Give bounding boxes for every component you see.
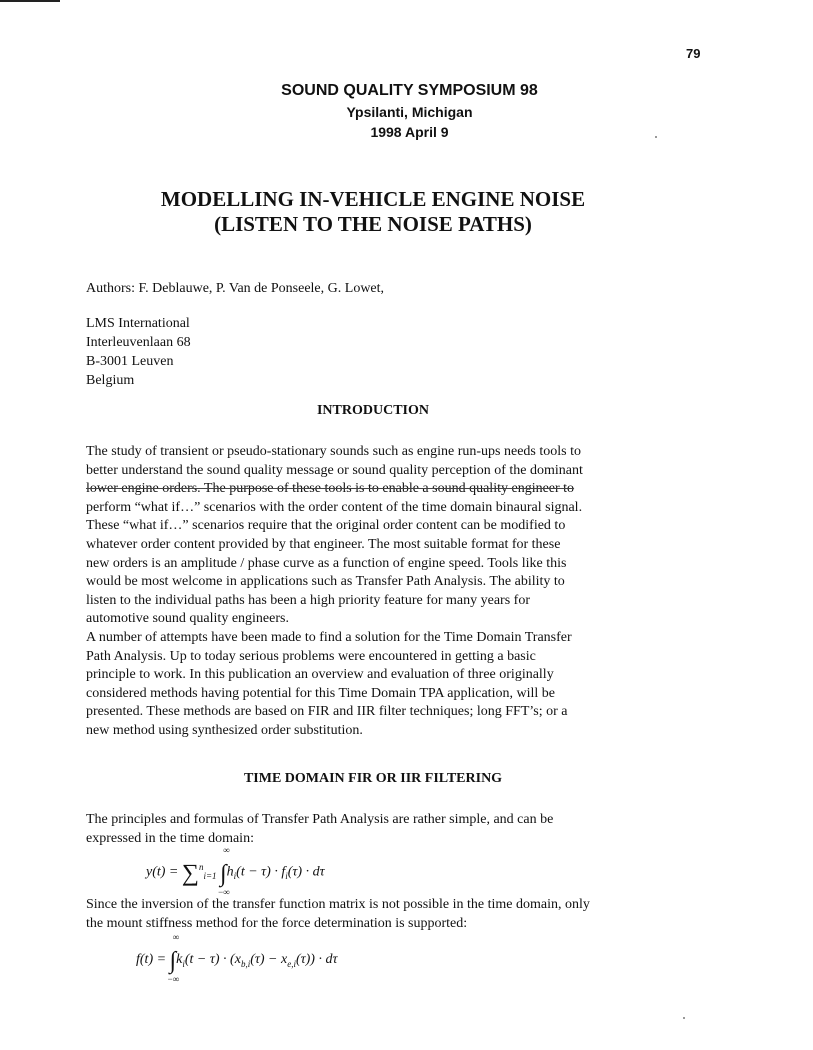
eq-body-rest: (t − τ) · (x bbox=[184, 952, 241, 967]
tpa-paragraph bbox=[86, 811, 676, 848]
page-number: 79 bbox=[686, 46, 701, 61]
eq-subscript: i bbox=[233, 871, 237, 882]
text-line: The study of transient or pseudo-stationary sounds such as engine run-ups needs tools to bbox=[86, 444, 581, 459]
eq-body-rest: (t − τ) · f bbox=[236, 864, 286, 880]
text-line: These “what if…” scenarios require that the original order content can be modified to bbox=[86, 518, 566, 534]
text-line: perform “what if…” scenarios with the order content of the time domain binaural signal. bbox=[86, 499, 583, 515]
symposium-title: SOUND QUALITY SYMPOSIUM 98 bbox=[281, 82, 538, 99]
integral-upper: ∞ bbox=[223, 844, 230, 855]
eq-body-mid: (τ) − x bbox=[250, 952, 288, 967]
integral-symbol: ∫ bbox=[169, 948, 177, 974]
equation-force bbox=[136, 932, 338, 984]
text-line: expressed in the time domain: bbox=[86, 830, 254, 846]
eq-subscript: b,i bbox=[240, 958, 251, 969]
text-line: would be most welcome in applications such as Transfer Path Analysis. The ability to bbox=[86, 574, 565, 590]
text-line: principle to work. In this publication an overview and evaluation of three originally bbox=[86, 667, 554, 683]
scan-speck bbox=[683, 1017, 685, 1019]
text-line-struck: lower engine orders. The purpose of these tools is to enable a sound quality engineer to bbox=[86, 481, 575, 497]
text-line: Path Analysis. Up to today serious problems were encountered in getting a basic bbox=[86, 648, 536, 664]
integral-upper: ∞ bbox=[172, 932, 179, 942]
sum-upper: n bbox=[198, 862, 204, 872]
address-line: Belgium bbox=[86, 373, 135, 388]
text-line: better understand the sound quality message or sound quality perception of the dominant bbox=[86, 462, 583, 478]
eq-body-end: (τ)) · dτ bbox=[295, 952, 338, 967]
address-line: Interleuvenlaan 68 bbox=[86, 335, 191, 350]
symposium-location: Ypsilanti, Michigan bbox=[346, 104, 473, 120]
integral-lower: −∞ bbox=[218, 886, 230, 897]
paper-title-line2: (LISTEN TO THE NOISE PATHS) bbox=[214, 212, 532, 236]
eq-subscript: i bbox=[182, 958, 185, 969]
text-line: new method using synthesized order substitution. bbox=[86, 722, 363, 738]
address-line: B-3001 Leuven bbox=[86, 354, 174, 369]
address-line: LMS International bbox=[86, 316, 190, 331]
integral-lower: −∞ bbox=[167, 974, 180, 984]
scan-edge-line bbox=[0, 0, 60, 2]
fir-section-heading: TIME DOMAIN FIR OR IIR FILTERING bbox=[243, 771, 503, 786]
text-line: A number of attempts have been made to find a solution for the Time Domain Transfer bbox=[86, 629, 572, 645]
text-line: presented. These methods are based on FIR and IIR filter techniques; long FFT’s; or a bbox=[86, 704, 568, 720]
since-paragraph bbox=[86, 896, 676, 933]
symposium-date: 1998 April 9 bbox=[370, 124, 449, 140]
text-line: Since the inversion of the transfer function matrix is not possible in the time domain, only bbox=[86, 897, 590, 912]
scan-speck bbox=[655, 136, 657, 138]
eq-lhs: y(t) = bbox=[146, 864, 182, 880]
affiliation-address bbox=[86, 314, 191, 390]
eq-subscript: e,i bbox=[287, 958, 296, 969]
eq-body-end: (τ) · dτ bbox=[287, 864, 325, 880]
integral-symbol: ∫ bbox=[220, 860, 227, 887]
sum-lower: i=1 bbox=[203, 871, 217, 882]
eq-lhs: f(t) = bbox=[136, 952, 170, 967]
eq-subscript: i bbox=[285, 871, 288, 882]
text-line: the mount stiffness method for the force determination is supported: bbox=[86, 915, 468, 931]
text-line: The principles and formulas of Transfer Path Analysis are rather simple, and can be bbox=[86, 812, 554, 827]
sum-symbol: ∑ bbox=[181, 860, 199, 887]
text-line: whatever order content provided by that engineer. The most suitable format for these bbox=[86, 536, 561, 552]
eq-body: h bbox=[226, 864, 234, 880]
paper-title-line1: MODELLING IN-VEHICLE ENGINE NOISE bbox=[160, 187, 586, 211]
equation-response bbox=[146, 844, 325, 897]
introduction-heading: INTRODUCTION bbox=[316, 403, 429, 418]
text-line: automotive sound quality engineers. bbox=[86, 611, 289, 627]
text-line: listen to the individual paths has been a high priority feature for many years for bbox=[86, 592, 530, 608]
authors-line: Authors: F. Deblauwe, P. Van de Ponseele, G. Lowet, bbox=[86, 281, 385, 296]
eq-body: k bbox=[176, 952, 183, 967]
introduction-paragraph bbox=[86, 443, 676, 741]
text-line: considered methods having potential for this Time Domain TPA application, will be bbox=[86, 685, 555, 701]
text-line: new orders is an amplitude / phase curve as a function of engine speed. Tools like this bbox=[86, 555, 567, 571]
